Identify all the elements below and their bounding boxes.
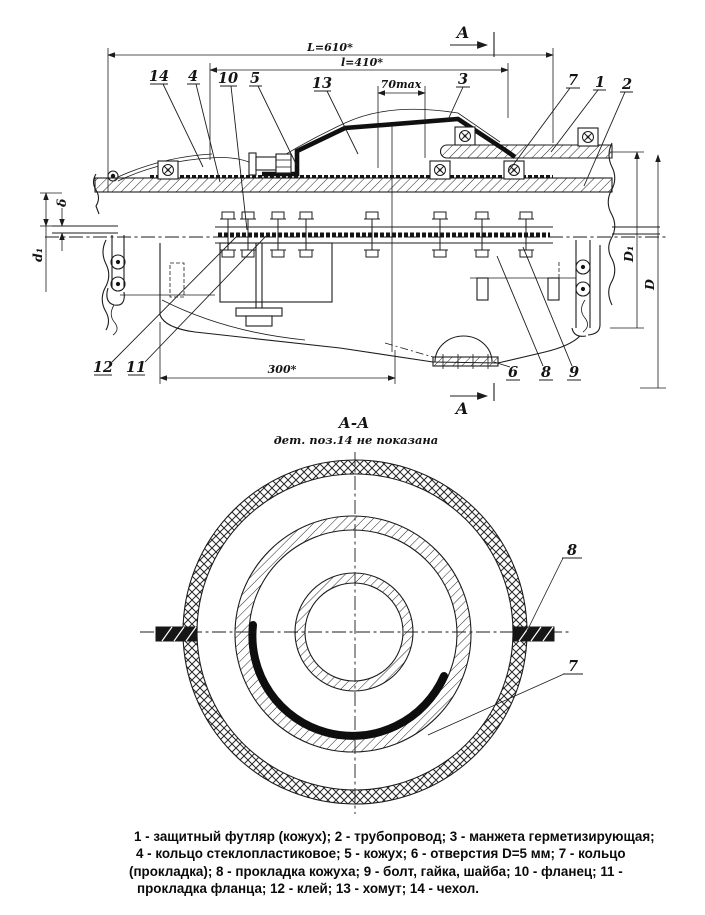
callout-5: 5 xyxy=(249,70,261,87)
section-cut-marker-top xyxy=(450,23,494,57)
section-label-bottom: А xyxy=(455,399,469,418)
legend-line-2: 4 - кольцо стеклопластиковое; 5 - кожух; 6 - отверстия D=5 мм; 7 - кольцо xyxy=(136,846,626,862)
dim-d1-label: d₁ xyxy=(30,247,45,262)
vent-dome xyxy=(385,336,498,369)
callout-9: 9 xyxy=(568,364,580,381)
dim-70max-label: 70max xyxy=(380,78,422,91)
legend-line-1: 1 - защитный футляр (кожух); 2 - трубопровод; 3 - манжета герметизирующая; xyxy=(134,829,655,844)
dimension-300 xyxy=(160,322,395,384)
section-label-top: А xyxy=(456,23,470,42)
casing-lower-shell xyxy=(120,125,600,363)
callout-2: 2 xyxy=(621,76,633,93)
dim-delta-label: δ xyxy=(54,198,69,207)
dimension-delta xyxy=(52,199,80,251)
callout-4: 4 xyxy=(187,68,199,85)
callout-7: 7 xyxy=(567,72,579,89)
dimension-D xyxy=(640,155,666,388)
callout-3: 3 xyxy=(457,71,469,88)
callout-1: 1 xyxy=(594,74,606,91)
section-callout-8: 8 xyxy=(566,542,578,559)
section-callout-7: 7 xyxy=(567,658,579,675)
callout-11: 11 xyxy=(125,359,147,376)
gasket-stub-right xyxy=(513,627,554,641)
flange-joint xyxy=(215,212,553,257)
parts-legend xyxy=(129,828,655,898)
legend-line-4: прокладка фланца; 12 - клей; 13 - хомут; 14 - чехол. xyxy=(137,881,479,897)
callout-12: 12 xyxy=(92,359,114,376)
section-aa-view xyxy=(140,414,583,814)
callout-10: 10 xyxy=(217,70,239,87)
bolt-end-left-dot xyxy=(111,174,114,177)
main-view xyxy=(30,23,668,418)
callout-13: 13 xyxy=(311,75,333,92)
legend-line-3: (прокладка); 8 - прокладка кожуха; 9 - болт, гайка, шайба; 10 - фланец; 11 - xyxy=(129,863,623,879)
dim-D-label: D xyxy=(642,279,657,290)
section-aa-title: А-А xyxy=(338,414,370,432)
dim-D1-label: D₁ xyxy=(621,245,636,262)
gasket-stub-left xyxy=(156,627,197,641)
pipe-wall-upper xyxy=(95,178,612,192)
callout-14: 14 xyxy=(148,68,170,85)
callout-8: 8 xyxy=(540,364,552,381)
dim-L-label: L=610* xyxy=(307,41,353,54)
bracket-right xyxy=(559,240,590,336)
dim-l-label: l=410* xyxy=(340,56,384,69)
callout-numbers xyxy=(93,68,632,381)
bracket-left xyxy=(107,235,125,335)
dim-300-label: 300* xyxy=(267,363,297,376)
pipe-break-right xyxy=(608,143,615,305)
pipe-break-left xyxy=(94,174,109,330)
callout-6: 6 xyxy=(507,364,519,381)
section-cut-marker-bottom xyxy=(450,383,494,418)
section-aa-subtitle: дет. поз.14 не показана xyxy=(273,433,439,447)
